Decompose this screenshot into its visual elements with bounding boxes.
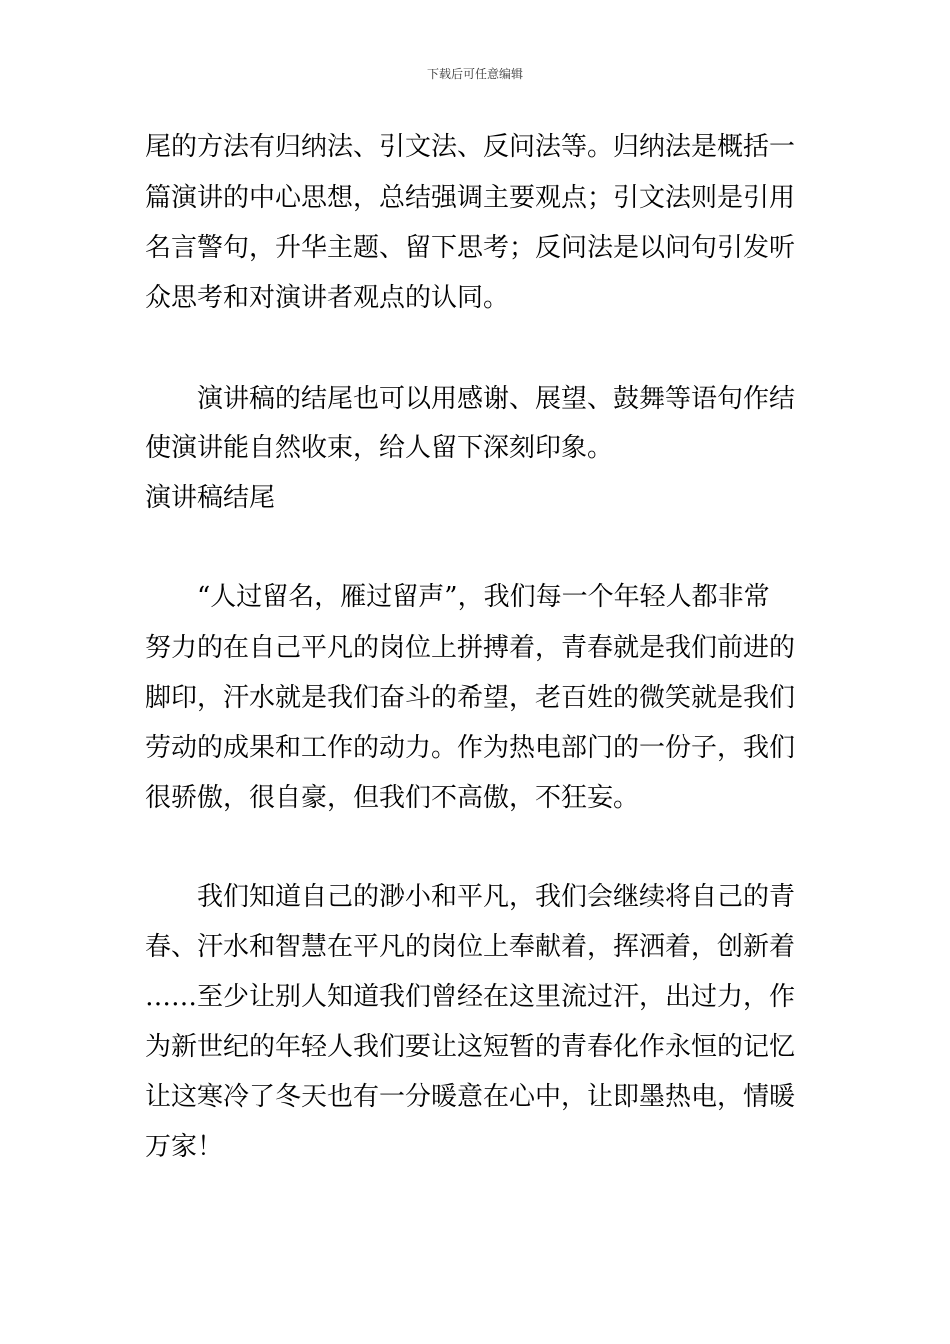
body-line: ……至少让别人知道我们曾经在这里流过汗，出过力，作 xyxy=(145,982,796,1012)
body-line: 让这寒冷了冬天也有一分暖意在心中，让即墨热电，情暖 xyxy=(145,1082,796,1112)
body-line: “人过留名，雁过留声”，我们每一个年轻人都非常 xyxy=(197,582,770,612)
body-line: 众思考和对演讲者观点的认同。 xyxy=(145,283,510,313)
body-line: 尾的方法有归纳法、引文法、反问法等。归纳法是概括一 xyxy=(145,132,796,162)
section-title: 演讲稿结尾 xyxy=(145,483,276,513)
body-line: 使演讲能自然收束，给人留下深刻印象。 xyxy=(145,433,614,463)
body-line: 我们知道自己的渺小和平凡，我们会继续将自己的青 xyxy=(197,882,796,912)
body-line: 脚印，汗水就是我们奋斗的希望，老百姓的微笑就是我们 xyxy=(145,683,796,713)
body-line: 春、汗水和智慧在平凡的岗位上奉献着，挥洒着，创新着 xyxy=(145,932,796,962)
body-line: 为新世纪的年轻人我们要让这短暂的青春化作永恒的记忆 xyxy=(145,1032,796,1062)
body-line: 很骄傲，很自豪，但我们不高傲，不狂妄。 xyxy=(145,783,640,813)
body-line: 劳动的成果和工作的动力。作为热电部门的一份子，我们 xyxy=(145,733,796,763)
body-line: 努力的在自己平凡的岗位上拼搏着，青春就是我们前进的 xyxy=(145,633,796,663)
body-line: 名言警句，升华主题、留下思考；反问法是以问句引发听 xyxy=(145,233,796,263)
body-line: 演讲稿的结尾也可以用感谢、展望、鼓舞等语句作结 xyxy=(197,384,796,414)
page-header-note: 下载后可任意编辑 xyxy=(426,67,523,81)
body-line: 篇演讲的中心思想，总结强调主要观点；引文法则是引用 xyxy=(145,183,796,213)
body-line: 万家！ xyxy=(145,1132,224,1162)
